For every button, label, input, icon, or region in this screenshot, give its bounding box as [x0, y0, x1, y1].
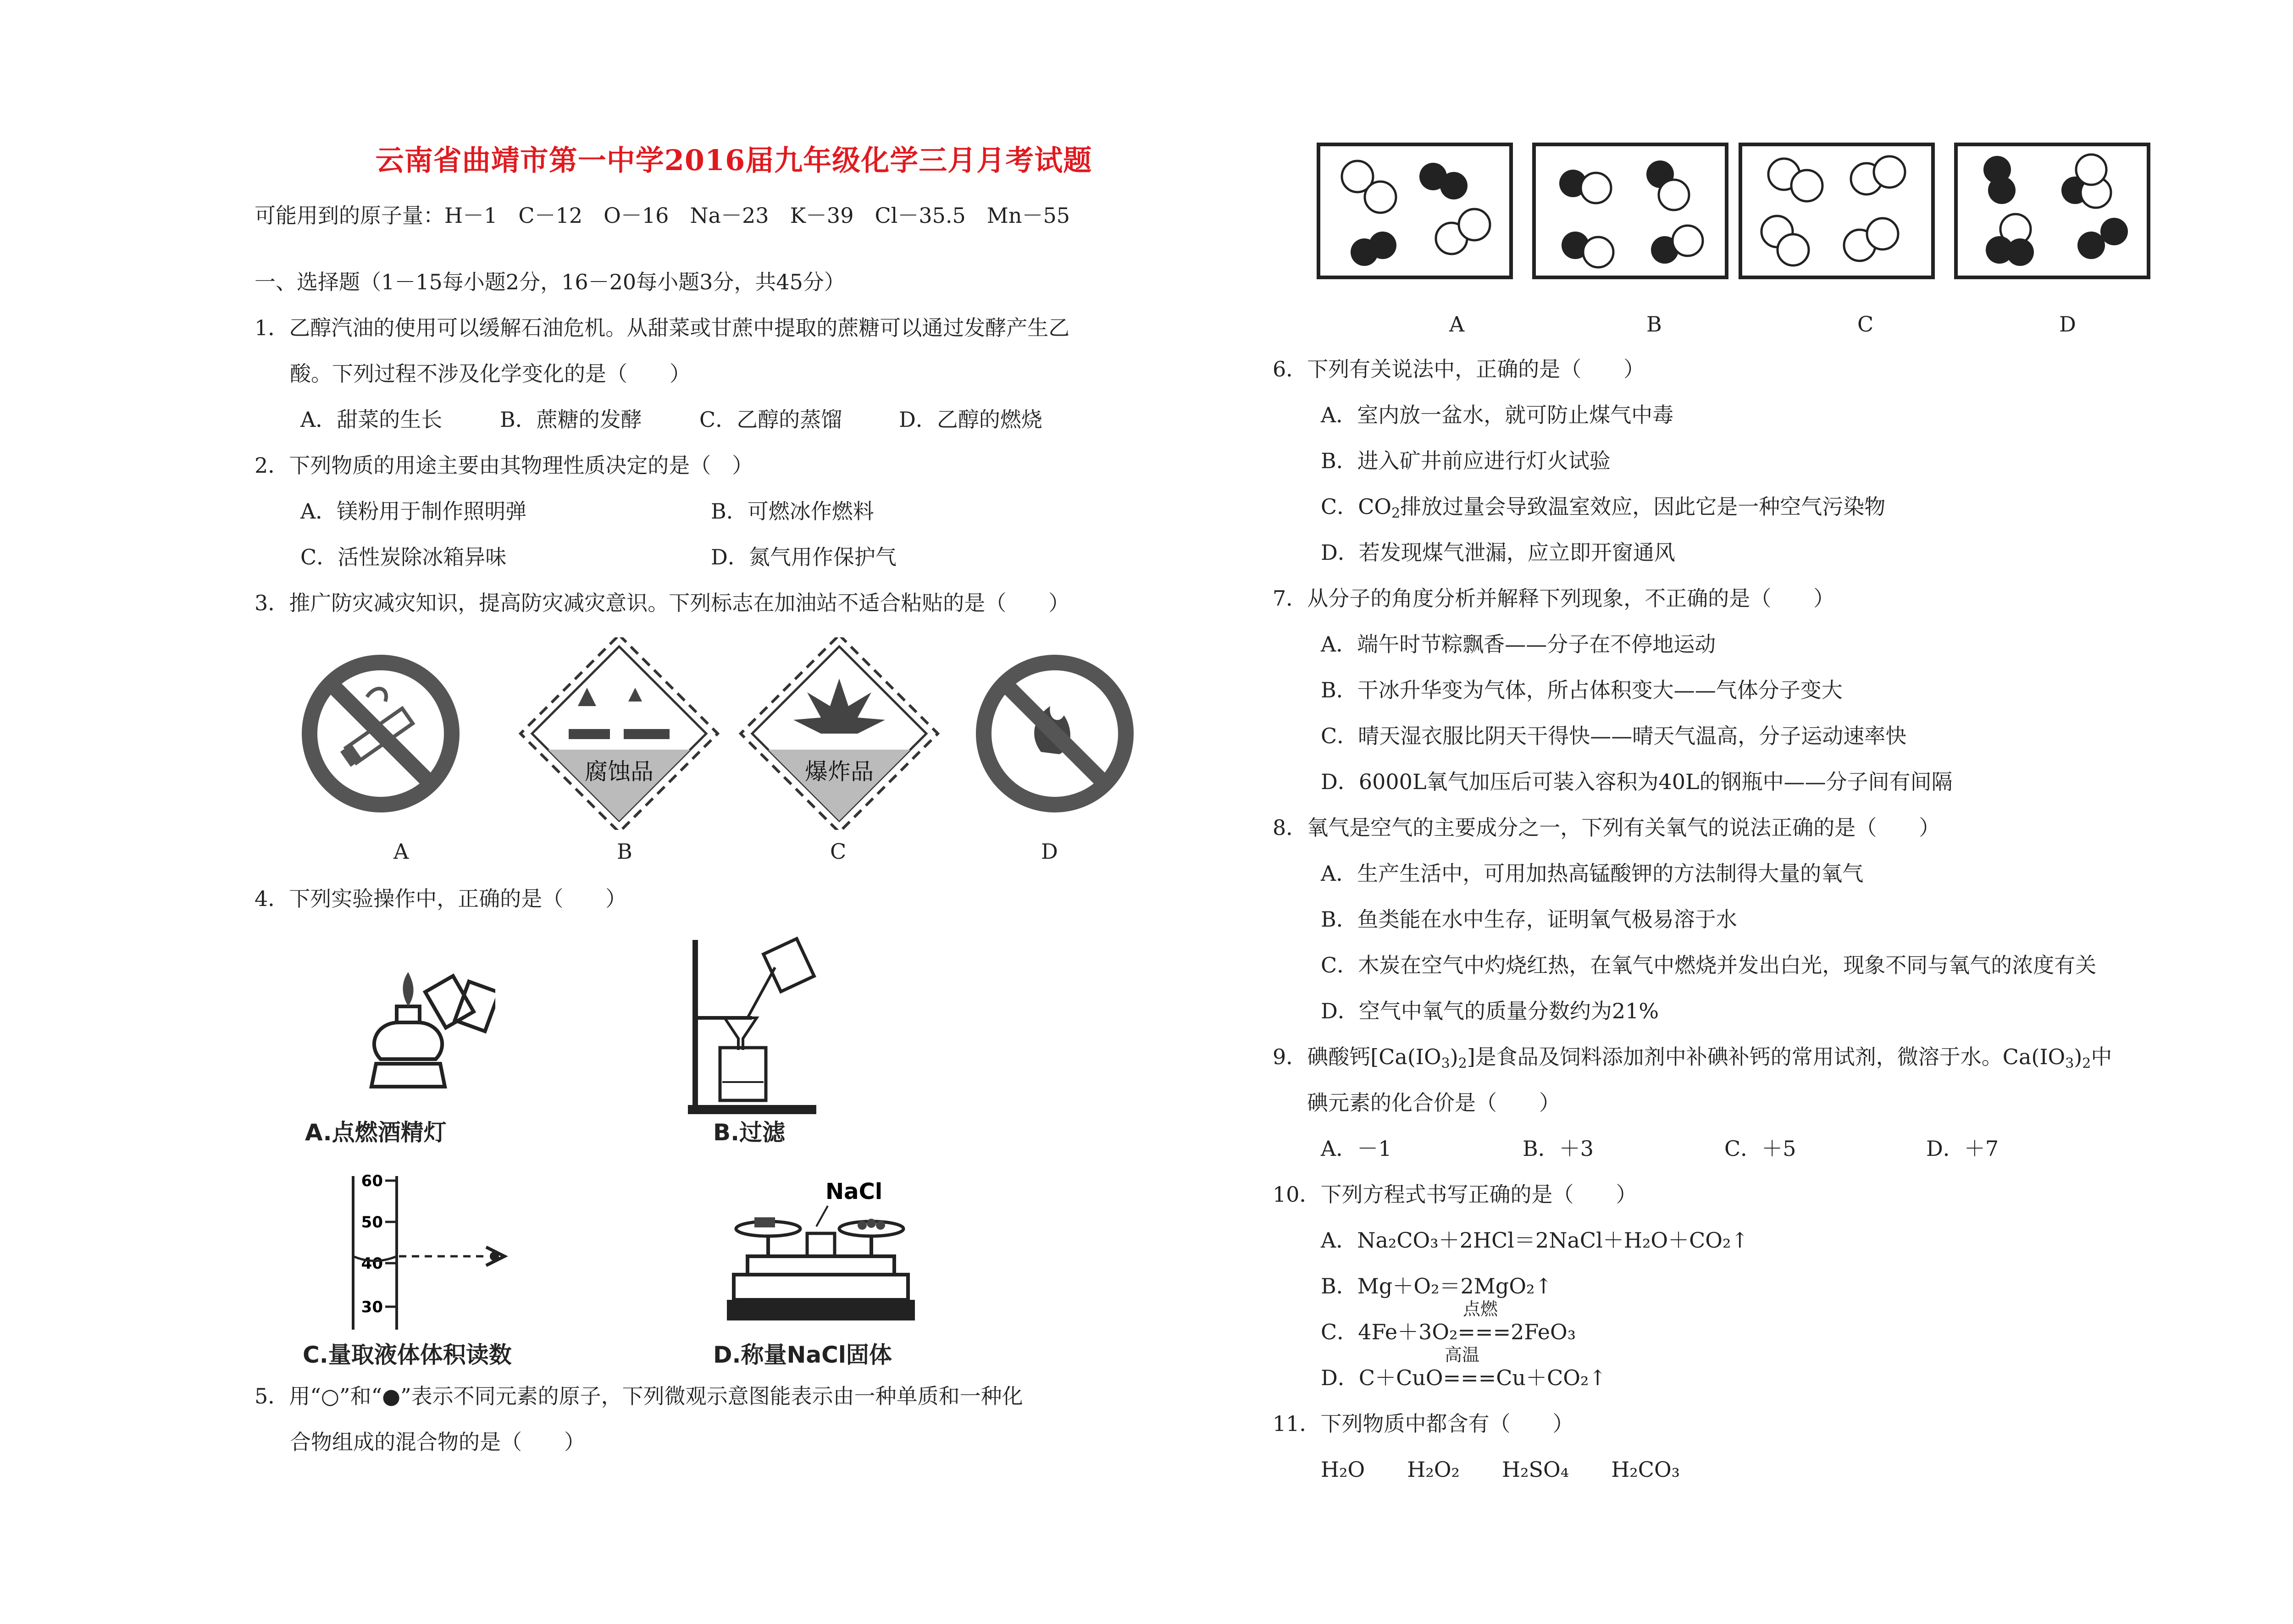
- q6-option-d: D．若发现煤气泄漏，应立即开窗通风: [1321, 540, 1675, 565]
- q11-stem: 11．下列物质中都含有（ ）: [1273, 1411, 1574, 1436]
- q1-option-b: B．蔗糖的发酵: [500, 407, 642, 432]
- cylinder-tick-30: 30: [361, 1298, 383, 1316]
- q7-stem: 7．从分子的角度分析并解释下列现象，不正确的是（ ）: [1273, 586, 1835, 611]
- q5-label-c: C: [1857, 312, 1874, 337]
- corrosive-label: 腐蚀品: [585, 758, 654, 785]
- corrosive-sign-icon: [521, 637, 718, 830]
- q7-option-c: C．晴天湿衣服比阴天干得快——晴天气温高，分子运动速率快: [1321, 724, 1907, 748]
- q1-option-a: A．甜菜的生长: [300, 407, 443, 432]
- q9-option-a: A．－1: [1321, 1136, 1392, 1161]
- q3-label-a: A: [393, 839, 409, 864]
- q9-option-d: D．＋7: [1926, 1136, 1999, 1161]
- q3-label-c: C: [830, 839, 847, 864]
- q5-label-b: B: [1646, 312, 1662, 337]
- q3-signs-figure: [294, 637, 1211, 830]
- cylinder-tick-40: 40: [361, 1254, 383, 1273]
- particle-box-a: [1318, 144, 1511, 277]
- q1-stem-line1: 1．乙醇汽油的使用可以缓解石油危机。从甜菜或甘蔗中提取的蔗糖可以通过发酵产生乙: [255, 315, 1070, 340]
- q1-stem-line2: 酸。下列过程不涉及化学变化的是（ ）: [290, 361, 691, 386]
- q6-stem: 6．下列有关说法中，正确的是（ ）: [1273, 357, 1645, 381]
- q5-label-d: D: [2059, 312, 2076, 337]
- q4-caption-b: B.过滤: [713, 1119, 786, 1146]
- no-open-flame-sign-icon: [984, 663, 1126, 805]
- q1-option-d: D．乙醇的燃烧: [899, 407, 1042, 432]
- q8-option-a: A．生产生活中，可用加热高锰酸钾的方法制得大量的氧气: [1321, 861, 1864, 886]
- q7-option-a: A．端午时节粽飘香——分子在不停地运动: [1321, 632, 1716, 657]
- q10-d-condition: 高温: [1445, 1345, 1480, 1365]
- q2-option-a: A．镁粉用于制作照明弹: [300, 499, 527, 524]
- q8-option-b: B．鱼类能在水中生存，证明氧气极易溶于水: [1321, 907, 1737, 932]
- q10-option-b: B．Mg＋O₂＝2MgO₂↑: [1321, 1274, 1553, 1298]
- q2-stem: 2．下列物质的用途主要由其物理性质决定的是（ ）: [255, 453, 753, 478]
- q4-caption-c: C.量取液体体积读数: [303, 1342, 512, 1368]
- filtration-illustration: [683, 935, 821, 1119]
- section-heading: 一、选择题（1－15每小题2分，16－20每小题3分，共45分）: [255, 270, 845, 294]
- q11-formulas: H₂O H₂O₂ H₂SO₄ H₂CO₃: [1321, 1457, 1680, 1482]
- q2-option-c: C．活性炭除冰箱异味: [300, 545, 507, 569]
- q6-option-c: C．$CO_2$排放过量会导致温室效应，因此它是一种空气污染物: [1321, 494, 1886, 521]
- q9-stem-line1: 9．碘酸钙$[Ca(IO_3)_2]$是食品及饲料添加剂中补碘补钙的常用试剂，微溶于水。$Ca(IO_3)_2$中: [1273, 1044, 2112, 1072]
- no-smoking-sign-icon: [310, 663, 452, 805]
- q2-option-b: B．可燃冰作燃料: [711, 499, 874, 524]
- q10-option-c: C．4Fe＋3O₂===2FeO₃: [1321, 1320, 1576, 1344]
- page-title: 云南省曲靖市第一中学2016届九年级化学三月月考试题: [375, 144, 1092, 177]
- q6-option-b: B．进入矿井前应进行灯火试验: [1321, 448, 1611, 473]
- q5-stem-line2: 合物组成的混合物的是（ ）: [290, 1430, 585, 1454]
- q4-caption-a: A.点燃酒精灯: [305, 1119, 447, 1146]
- q3-label-d: D: [1041, 839, 1058, 864]
- q3-stem: 3．推广防灾减灾知识，提高防灾减灾意识。下列标志在加油站不适合粘贴的是（ ）: [255, 591, 1070, 615]
- q3-label-b: B: [617, 839, 632, 864]
- q8-option-d: D．空气中氧气的质量分数约为21%: [1321, 999, 1659, 1023]
- q5-label-a: A: [1449, 312, 1465, 337]
- particle-box-d: [1956, 144, 2149, 277]
- q5-particle-diagrams: [1316, 142, 2165, 284]
- q10-stem: 10．下列方程式书写正确的是（ ）: [1273, 1182, 1637, 1207]
- q10-c-condition: 点燃: [1463, 1299, 1498, 1319]
- graduated-cylinder-illustration: [321, 1169, 527, 1334]
- q7-option-d: D．6000L氧气加压后可装入容积为40L的钢瓶中——分子间有间隔: [1321, 769, 1953, 794]
- q4-stem: 4．下列实验操作中，正确的是（ ）: [255, 886, 627, 911]
- atomic-masses: 可能用到的原子量：H－1 C－12 O－16 Na－23 K－39 Cl－35.5 Mn－55: [255, 203, 1070, 228]
- q9-option-b: B．＋3: [1523, 1136, 1594, 1161]
- particle-box-b: [1534, 144, 1727, 277]
- alcohol-lamp-illustration: [349, 954, 495, 1100]
- nacl-label: NaCl: [825, 1179, 883, 1204]
- q7-option-b: B．干冰升华变为气体，所占体积变大——气体分子变大: [1321, 678, 1843, 702]
- q9-stem-line2: 碘元素的化合价是（ ）: [1307, 1090, 1560, 1115]
- q1-option-c: C．乙醇的蒸馏: [699, 407, 842, 432]
- q5-stem-line1: 5．用“○”和“●”表示不同元素的原子，下列微观示意图能表示由一种单质和一种化: [255, 1384, 1023, 1409]
- q4-caption-d: D.称量NaCl固体: [713, 1342, 892, 1368]
- particle-box-c: [1740, 144, 1933, 277]
- explosive-sign-icon: [741, 637, 938, 830]
- q2-option-d: D．氮气用作保护气: [711, 545, 897, 569]
- q9-option-c: C．＋5: [1724, 1136, 1796, 1161]
- cylinder-tick-60: 60: [361, 1172, 383, 1190]
- q10-option-d: D．C＋CuO===Cu＋CO₂↑: [1321, 1365, 1606, 1390]
- cylinder-tick-50: 50: [361, 1213, 383, 1232]
- explosive-label: 爆炸品: [805, 758, 874, 785]
- q10-option-a: A．Na₂CO₃＋2HCl＝2NaCl＋H₂O＋CO₂↑: [1321, 1228, 1749, 1253]
- balance-illustration: [720, 1178, 922, 1330]
- q8-option-c: C．木炭在空气中灼烧红热，在氧气中燃烧并发出白光，现象不同与氧气的浓度有关: [1321, 953, 2097, 978]
- q6-option-a: A．室内放一盆水，就可防止煤气中毒: [1321, 403, 1674, 427]
- q8-stem: 8．氧气是空气的主要成分之一，下列有关氧气的说法正确的是（ ）: [1273, 815, 1940, 840]
